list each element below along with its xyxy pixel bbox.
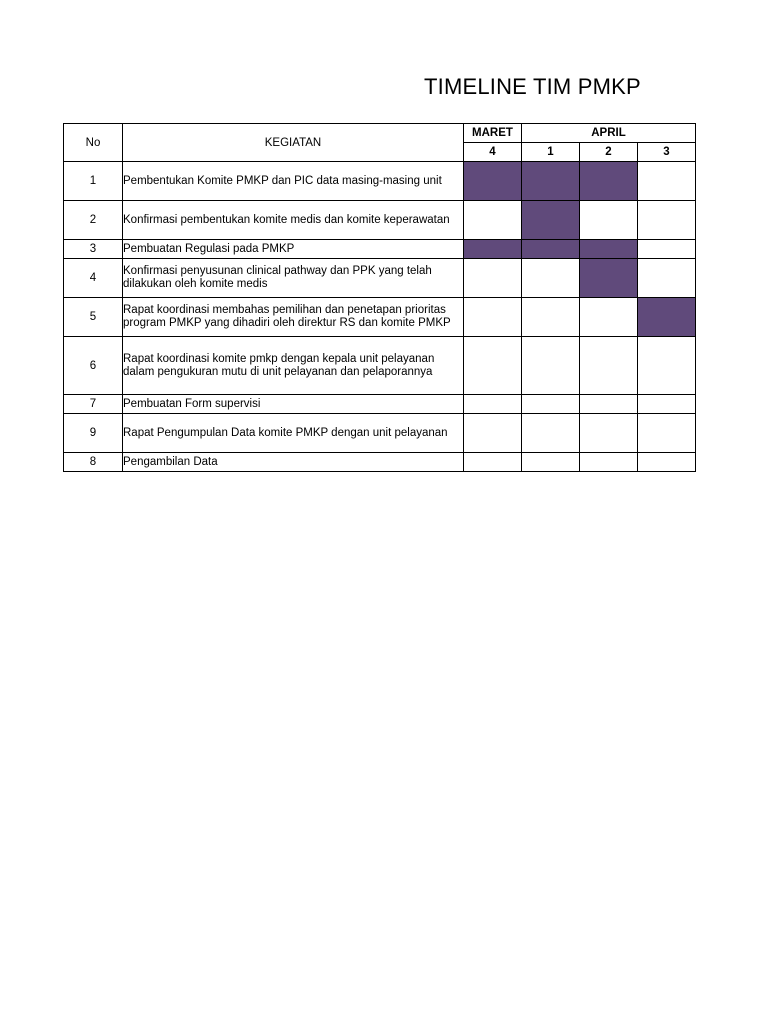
row-number: 1 xyxy=(64,162,123,201)
activity-text: Rapat koordinasi komite pmkp dengan kepala unit pelayanan dalam pengukuran mutu di unit pelayanan dan pelaporannya xyxy=(123,337,464,395)
schedule-cell xyxy=(580,201,638,240)
schedule-cell xyxy=(638,162,696,201)
header-kegiatan: KEGIATAN xyxy=(123,124,464,162)
schedule-cell xyxy=(522,395,580,414)
schedule-cell xyxy=(464,414,522,453)
schedule-cell xyxy=(522,240,580,259)
header-week: 2 xyxy=(580,143,638,162)
row-number: 6 xyxy=(64,337,123,395)
schedule-cell xyxy=(638,414,696,453)
schedule-cell xyxy=(638,337,696,395)
schedule-cell xyxy=(638,298,696,337)
header-week: 1 xyxy=(522,143,580,162)
schedule-cell xyxy=(522,298,580,337)
activity-text: Rapat koordinasi membahas pemilihan dan penetapan prioritas program PMKP yang dihadiri oleh direktur RS dan komite PMKP xyxy=(123,298,464,337)
page-title: TIMELINE TIM PMKP xyxy=(424,74,641,99)
activity-text: Konfirmasi penyusunan clinical pathway dan PPK yang telah dilakukan oleh komite medis xyxy=(123,259,464,298)
table-row xyxy=(64,162,696,201)
schedule-cell xyxy=(580,240,638,259)
activity-text: Pengambilan Data xyxy=(123,453,464,472)
schedule-cell xyxy=(638,259,696,298)
row-number: 2 xyxy=(64,201,123,240)
schedule-cell xyxy=(580,395,638,414)
header-no: No xyxy=(64,124,123,162)
table-row xyxy=(64,453,696,472)
schedule-cell xyxy=(580,414,638,453)
schedule-cell xyxy=(464,395,522,414)
table-row xyxy=(64,414,696,453)
activity-text: Rapat Pengumpulan Data komite PMKP dengan unit pelayanan xyxy=(123,414,464,453)
table-row xyxy=(64,395,696,414)
schedule-cell xyxy=(522,162,580,201)
table-row xyxy=(64,201,696,240)
schedule-cell xyxy=(522,414,580,453)
schedule-cell xyxy=(522,201,580,240)
schedule-cell xyxy=(522,259,580,298)
schedule-cell xyxy=(638,201,696,240)
header-week: 3 xyxy=(638,143,696,162)
row-number: 8 xyxy=(64,453,123,472)
schedule-cell xyxy=(522,453,580,472)
schedule-cell xyxy=(638,240,696,259)
schedule-cell xyxy=(464,453,522,472)
schedule-cell xyxy=(638,453,696,472)
schedule-cell xyxy=(580,259,638,298)
schedule-cell xyxy=(638,395,696,414)
schedule-cell xyxy=(464,240,522,259)
schedule-cell xyxy=(580,162,638,201)
activity-text: Konfirmasi pembentukan komite medis dan komite keperawatan xyxy=(123,201,464,240)
row-number: 9 xyxy=(64,414,123,453)
row-number: 5 xyxy=(64,298,123,337)
schedule-cell xyxy=(580,298,638,337)
schedule-cell xyxy=(580,453,638,472)
schedule-cell xyxy=(464,259,522,298)
table-row xyxy=(64,259,696,298)
schedule-cell xyxy=(464,298,522,337)
activity-text: Pembuatan Regulasi pada PMKP xyxy=(123,240,464,259)
schedule-cell xyxy=(464,337,522,395)
table-row xyxy=(64,298,696,337)
header-month-april: APRIL xyxy=(522,124,696,143)
schedule-cell xyxy=(464,201,522,240)
timeline-table xyxy=(63,123,696,472)
schedule-cell xyxy=(580,337,638,395)
schedule-cell xyxy=(522,337,580,395)
header-month-maret: MARET xyxy=(464,124,522,143)
table-row xyxy=(64,337,696,395)
schedule-cell xyxy=(464,162,522,201)
row-number: 7 xyxy=(64,395,123,414)
header-week: 4 xyxy=(464,143,522,162)
activity-text: Pembuatan Form supervisi xyxy=(123,395,464,414)
activity-text: Pembentukan Komite PMKP dan PIC data masing-masing unit xyxy=(123,162,464,201)
row-number: 4 xyxy=(64,259,123,298)
row-number: 3 xyxy=(64,240,123,259)
table-row xyxy=(64,240,696,259)
